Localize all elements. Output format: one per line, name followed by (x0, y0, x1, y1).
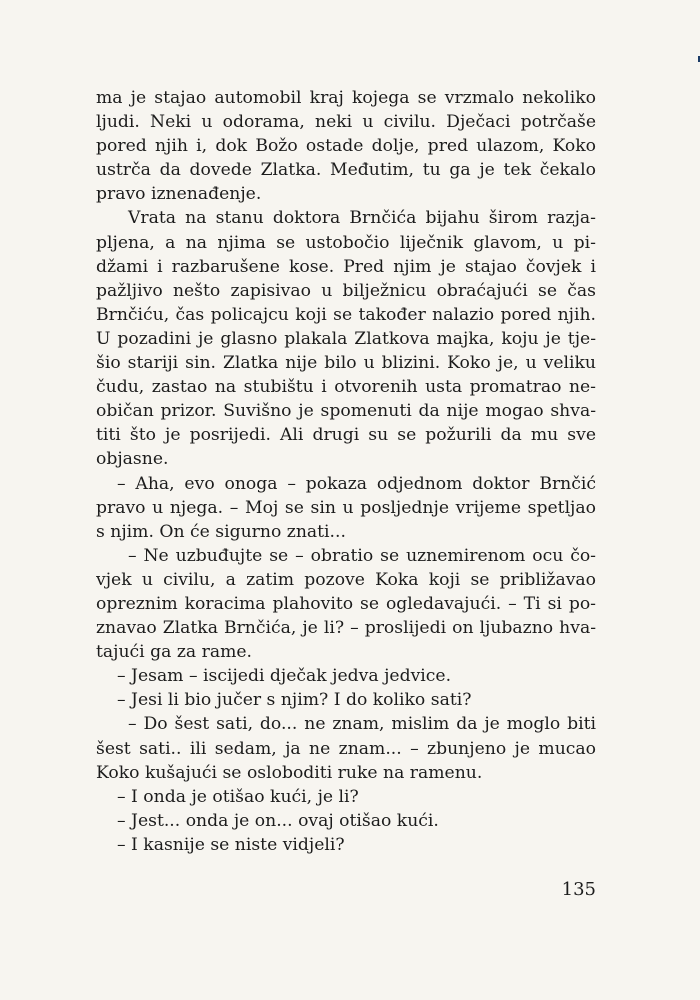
text-line: – Jesam – iscijedi dječak jedva jedvice. (117, 666, 452, 687)
text-line: opreznim koracima plahovito se ogledavajući. – Ti si po- (96, 593, 596, 614)
text-line: s njim. On će sigurno znati... (96, 521, 346, 542)
text-line: Koko kušajući se osloboditi ruke na ramenu. (96, 762, 483, 783)
text-line: ustrča da dovede Zlatka. Međutim, tu ga je tek čekalo (96, 160, 596, 181)
text-line: – Jest... onda je on... ovaj otišao kući. (117, 810, 439, 831)
text-line: znavao Zlatka Brnčića, je li? – proslijedi on ljubazno hva- (96, 618, 596, 639)
text-line: ma je stajao automobil kraj kojega se vrzmalo nekoliko (96, 88, 596, 108)
page-number: 135 (561, 879, 596, 900)
text-line: titi što je posrijedi. Ali drugi su se požurili da mu sve (96, 425, 596, 446)
text-line: – Aha, evo onoga – pokaza odjednom doktor Brnčić (117, 473, 596, 494)
text-line: džami i razbarušene kose. Pred njim je stajao čovjek i (96, 256, 596, 277)
text-line: – I onda je otišao kući, je li? (117, 786, 359, 807)
text-line: – Do šest sati, do... ne znam, mislim da je moglo biti (128, 714, 596, 735)
text-line: vjek u civilu, a zatim pozove Koka koji se približavao (96, 569, 596, 590)
text-line: pravo iznenađenje. (96, 184, 262, 205)
text-line: – Ne uzbuđujte se – obratio se uznemirenom ocu čo- (128, 545, 596, 566)
text-line: čudu, zastao na stubištu i otvorenih usta promatrao ne- (96, 377, 596, 398)
text-line: objasne. (96, 449, 169, 470)
text-line: pljena, a na njima se ustobočio liječnik glavom, u pi- (96, 232, 596, 253)
text-line: običan prizor. Suvišno je spomenuti da nije mogao shva- (96, 401, 596, 422)
text-line: Brnčiću, čas policajcu koji se također nalazio pored njih. (96, 304, 596, 325)
text-line: U pozadini je glasno plakala Zlatkova majka, koju je tje- (96, 328, 596, 349)
text-line: pravo u njega. – Moj se sin u posljednje vrijeme spetljao (96, 497, 596, 518)
text-line: tajući ga za rame. (96, 642, 253, 663)
text-line: – I kasnije se niste vidjeli? (117, 834, 345, 855)
text-line: pažljivo nešto zapisivao u bilježnicu obraćajući se čas (96, 280, 596, 301)
text-line: pored njih i, dok Božo ostade dolje, pred ulazom, Koko (96, 136, 596, 157)
text-line: ljudi. Neki u odorama, neki u civilu. Dječaci potrčaše (96, 112, 596, 133)
text-line: Vrata na stanu doktora Brnčića bijahu širom razja- (128, 208, 596, 229)
text-line: šio stariji sin. Zlatka nije bilo u blizini. Koko je, u veliku (96, 353, 596, 374)
text-line: – Jesi li bio jučer s njim? I do koliko sati? (117, 690, 472, 711)
text-line: šest sati.. ili sedam, ja ne znam... – zbunjeno je mucao (96, 738, 596, 759)
body-text (96, 86, 596, 857)
